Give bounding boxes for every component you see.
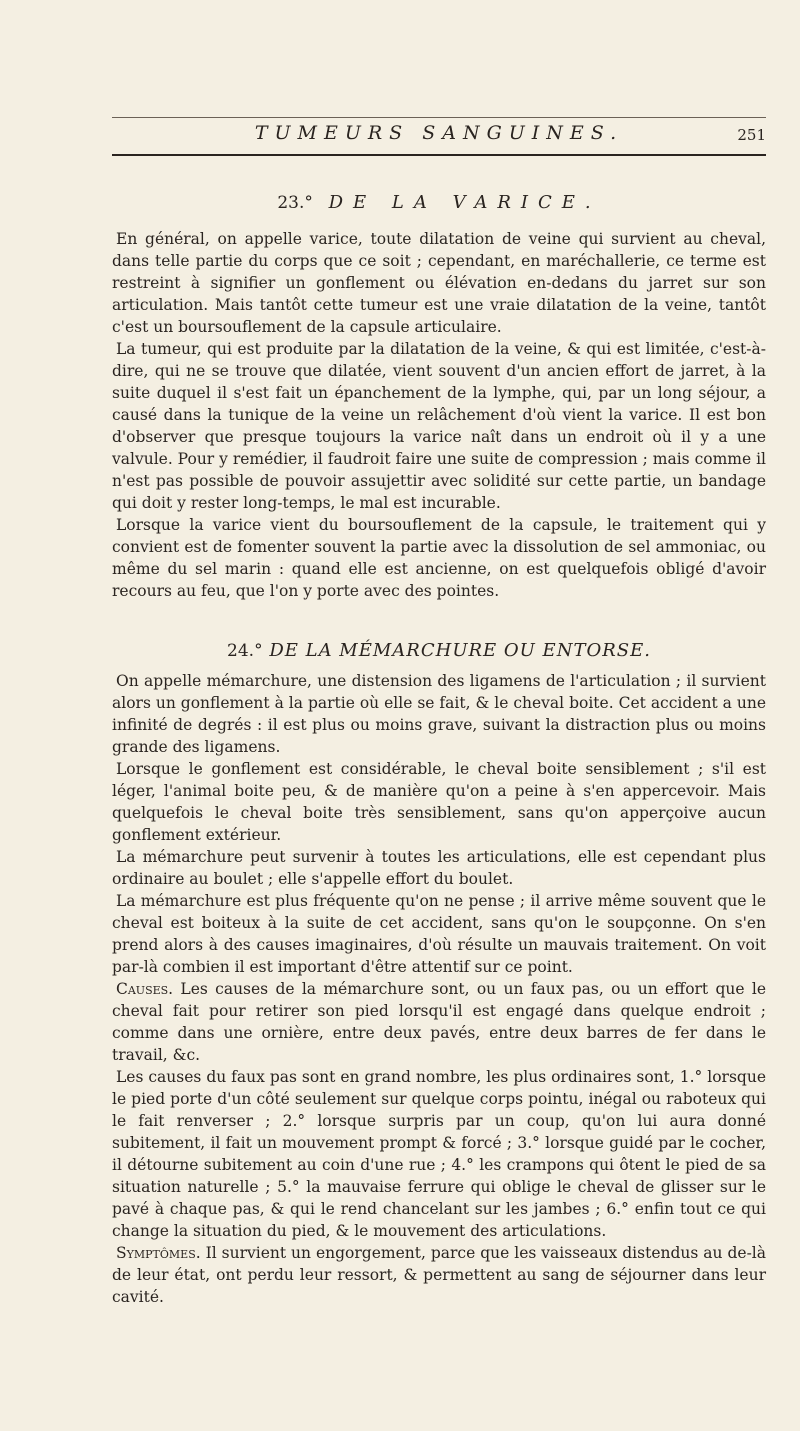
- section-24-number: 24.°: [227, 641, 263, 661]
- paragraph: Les causes du faux pas sont en grand nombre, les plus ordinaires sont, 1.° lorsque le pied porte d'un côté seulement sur quelque corps pointu, inégal ou raboteux qui le fait renverser ; 2.° lorsque surpris par un coup, qu'on lui aura donné subitement, il fait un mouvement prompt & forcé ; 3.° lorsque guidé par le cocher, il détourne subitement au coin d'une rue ; 4.° les crampons qui ôtent le pied de sa situation naturelle ; 5.° la mauvaise ferrure qui oblige le cheval de glisser sur le pavé à chaque pas, & qui le rend chancelant sur les jambes ; 6.° enfin tout ce qui change la situation du pied, & le mouvement des articulations.: [112, 1068, 766, 1240]
- paragraph: On appelle mémarchure, une distension des ligamens de l'articulation ; il survient alors un gonflement à la partie où elle se fait, & le cheval boite. Cet accident a une infinité de degrés : il est plus ou moins grave, suivant la distraction plus ou moins grande des ligamens.: [112, 672, 766, 756]
- section-24-heading: [112, 640, 766, 661]
- symptoms-lead: Symptômes.: [116, 1244, 201, 1262]
- paragraph-symptoms: Symptômes. Il survient un engorgement, parce que les vaisseaux distendus au de-là de leur état, ont perdu leur ressort, & permettent au sang de séjourner dans leur cavité.: [112, 1244, 766, 1306]
- section-24-title: DE LA MÉMARCHURE OU ENTORSE.: [269, 640, 651, 661]
- section-23-body: [112, 228, 766, 602]
- paragraph: Lorsque la varice vient du boursouflement de la capsule, le traitement qui y convient est de fomenter souvent la partie avec la dissolution de sel ammoniac, ou même du sel marin : quand elle est ancienne, on est quelquefois obligé d'avoir recours au feu, que l'on y porte avec des pointes.: [112, 516, 766, 600]
- section-24-body: [112, 670, 766, 1308]
- running-title: TUMEURS SANGUINES.: [254, 122, 624, 144]
- page-number: 251: [737, 126, 766, 144]
- header-rule: [112, 154, 766, 156]
- section-23-title: DE LA VARICE.: [328, 192, 601, 213]
- section-23-heading: [112, 192, 766, 213]
- paragraph: La mémarchure peut survenir à toutes les articulations, elle est cependant plus ordinaire au boulet ; elle s'appelle effort du boulet.: [112, 848, 766, 888]
- paragraph: La tumeur, qui est produite par la dilatation de la veine, & qui est limitée, c'est-à-dire, qui ne se trouve que dilatée, vient souvent d'un ancien effort de jarret, à la suite duquel il s'est fait un épanchement de la lymphe, qui, par un long séjour, a causé dans la tunique de la veine un relâchement d'où vient la varice. Il est bon d'observer que presque toujours la varice naît dans un endroit où il y a une valvule. Pour y remédier, il faudroit faire une suite de compression ; mais comme il n'est pas possible de pouvoir assujettir avec solidité sur cette partie, un bandage qui doit y rester long-temps, le mal est incurable.: [112, 340, 766, 512]
- paragraph: En général, on appelle varice, toute dilatation de veine qui survient au cheval, dans telle partie du corps que ce soit ; cependant, en maréchallerie, ce terme est restreint à signifier un gonflement ou élévation en-dedans du jarret sur son articulation. Mais tantôt cette tumeur est une vraie dilatation de la veine, tantôt c'est un boursouflement de la capsule articulaire.: [112, 230, 766, 336]
- section-23-number: 23.°: [277, 193, 313, 213]
- causes-lead: Causes.: [116, 980, 174, 998]
- paragraph: Lorsque le gonflement est considérable, le cheval boite sensiblement ; s'il est léger, l'animal boite peu, & de manière qu'on a peine à s'en appercevoir. Mais quelquefois le cheval boite très sensiblement, sans qu'on apperçoive aucun gonflement extérieur.: [112, 760, 766, 844]
- top-rule: [112, 117, 766, 118]
- running-header: [112, 122, 766, 158]
- paragraph: La mémarchure est plus fréquente qu'on ne pense ; il arrive même souvent que le cheval est boiteux à la suite de cet accident, sans qu'on le soupçonne. On s'en prend alors à des causes imaginaires, d'où résulte un mauvais traitement. On voit par-là combien il est important d'être attentif sur ce point.: [112, 892, 766, 976]
- paragraph-causes: Causes. Les causes de la mémarchure sont, ou un faux pas, ou un effort que le cheval fait pour retirer son pied lorsqu'il est engagé dans quelque endroit ; comme dans une ornière, entre deux pavés, entre deux barres de fer dans le travail, &c.: [112, 980, 766, 1064]
